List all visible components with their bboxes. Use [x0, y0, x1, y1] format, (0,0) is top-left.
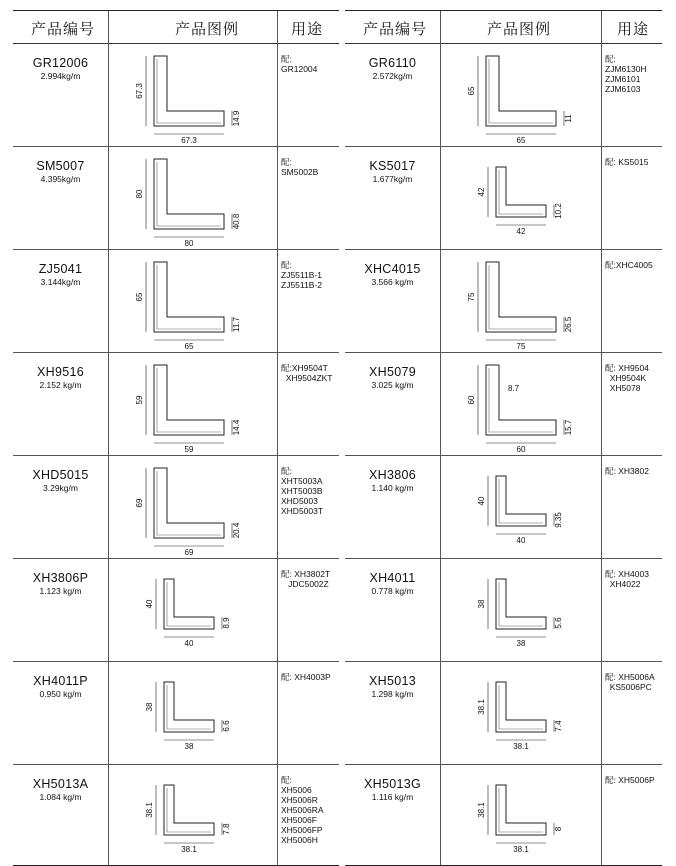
dimension-right-label: 7.8	[222, 823, 231, 835]
product-weight: 1.116 kg/m	[371, 792, 414, 802]
product-code: XH5013	[369, 674, 416, 688]
table-header	[13, 11, 339, 44]
dimension-width-label: 42	[516, 227, 526, 236]
dimension-right-label: 11.7	[232, 317, 241, 332]
dimension-height-label: 38	[145, 702, 154, 712]
dimension-right-label: 7.4	[554, 720, 563, 732]
product-weight: 1.677kg/m	[372, 174, 413, 184]
dimension-middle-label: 8.7	[508, 384, 520, 393]
product-usage: 配: XH3802T JDC5002Z	[281, 569, 331, 589]
dimension-height-label: 38.1	[145, 802, 154, 818]
product-usage: 配: XH4003P	[281, 672, 331, 682]
dimension-right-label: 10.2	[554, 203, 563, 219]
product-code: XH4011	[369, 571, 416, 585]
profile-outline	[154, 159, 224, 229]
table-row	[13, 559, 339, 662]
profile-diagram	[441, 353, 601, 453]
table-row	[345, 662, 662, 765]
dimension-width-label: 59	[184, 445, 194, 453]
product-weight: 4.395kg/m	[40, 174, 81, 184]
dimension-right-label: 26.5	[564, 316, 573, 333]
profile-outline	[154, 365, 224, 435]
header-diagram: 产品图例	[487, 21, 552, 38]
product-usage: 配: ZJM6130H ZJM6101 ZJM6103	[605, 54, 647, 94]
dimension-height-label: 65	[467, 86, 476, 96]
product-weight: 3.144kg/m	[40, 277, 81, 287]
profile-outline	[154, 262, 224, 332]
product-usage: 配: XH5006P	[605, 775, 655, 785]
product-code: GR12006	[32, 56, 89, 70]
product-weight: 3.566 kg/m	[371, 277, 414, 287]
dimension-width-label: 69	[184, 548, 194, 556]
product-code: GR6110	[368, 56, 417, 70]
product-weight: 1.140 kg/m	[371, 483, 414, 493]
table-row	[345, 559, 662, 662]
dimension-height-label: 38	[477, 599, 486, 609]
product-usage: 配: XHT5003A XHT5003B XHD5003 XHD5003T	[281, 466, 324, 516]
product-usage: 配: XH4003 XH4022	[605, 569, 649, 589]
profile-diagram	[109, 765, 277, 865]
product-usage: 配: SM5002B	[281, 157, 319, 177]
product-weight: 3.29kg/m	[43, 483, 78, 493]
dimension-right-label: 20.4	[232, 522, 241, 539]
dimension-height-label: 60	[467, 395, 476, 405]
product-usage: 配: XH5006 XH5006R XH5006RA XH5006F XH5006FP XH5006H	[281, 775, 324, 845]
dimension-width-label: 38.1	[181, 845, 197, 854]
profile-outline	[154, 56, 224, 126]
profile-diagram	[109, 147, 277, 247]
profile-diagram	[109, 353, 277, 453]
product-usage: 配: ZJ5511B-1 ZJ5511B-2	[281, 260, 322, 290]
profile-diagram	[441, 765, 601, 865]
product-usage: 配: XH9504 XH9504K XH5078	[605, 363, 649, 393]
table-row	[345, 456, 662, 559]
profile-diagram	[441, 456, 601, 556]
dimension-width-label: 38	[516, 639, 526, 648]
table-header	[345, 11, 662, 44]
dimension-right-label: 11	[564, 114, 573, 123]
header-code: 产品编号	[31, 21, 96, 38]
dimension-right-label: 8	[554, 826, 563, 832]
dimension-height-label: 38.1	[477, 802, 486, 818]
dimension-right-label: 5.6	[554, 617, 563, 629]
product-usage: 配: XH5006A KS5006PC	[605, 672, 655, 692]
profile-outline	[154, 468, 224, 538]
profile-diagram	[109, 559, 277, 659]
profile-diagram	[441, 147, 601, 247]
dimension-width-label: 38.1	[513, 742, 529, 751]
dimension-width-label: 65	[184, 342, 194, 350]
table-row	[13, 250, 339, 353]
profile-diagram	[441, 250, 601, 350]
header-code: 产品编号	[363, 21, 428, 38]
product-code: XHD5015	[32, 468, 89, 482]
profile-outline	[486, 365, 556, 435]
table-row	[13, 44, 339, 147]
dimension-height-label: 40	[477, 496, 486, 506]
dimension-width-label: 60	[516, 445, 526, 453]
table-row	[345, 765, 662, 865]
dimension-width-label: 40	[516, 536, 526, 545]
profile-diagram	[441, 44, 601, 144]
profile-outline	[496, 579, 546, 629]
product-code: SM5007	[36, 159, 85, 173]
dimension-height-label: 42	[477, 187, 486, 197]
profile-outline	[496, 476, 546, 526]
dimension-right-label: 8.9	[222, 617, 231, 629]
profile-outline	[486, 262, 556, 332]
dimension-height-label: 40	[145, 599, 154, 609]
product-code: XH3806	[369, 468, 416, 482]
table-row	[13, 147, 339, 250]
table-row	[13, 353, 339, 456]
product-code: XH3806P	[32, 571, 89, 585]
table-row	[345, 353, 662, 456]
profile-diagram	[109, 456, 277, 556]
profile-diagram	[109, 250, 277, 350]
dimension-right-label: 40.8	[232, 213, 241, 230]
dimension-height-label: 65	[135, 292, 144, 302]
product-weight: 2.152 kg/m	[39, 380, 82, 390]
product-code: XH4011P	[33, 674, 88, 688]
product-weight: 1.084 kg/m	[39, 792, 82, 802]
profile-diagram	[109, 44, 277, 144]
dimension-height-label: 75	[467, 292, 476, 302]
table-row	[13, 765, 339, 865]
product-usage: 配:XH9504T XH9504ZKT	[281, 363, 333, 383]
table-row	[345, 44, 662, 147]
dimension-width-label: 40	[184, 639, 194, 648]
dimension-width-label: 75	[516, 342, 526, 350]
product-usage: 配: KS5015	[605, 157, 649, 167]
product-weight: 3.025 kg/m	[371, 380, 414, 390]
profile-diagram	[441, 559, 601, 659]
product-code: XHC4015	[364, 262, 421, 276]
header-diagram: 产品图例	[175, 21, 240, 38]
product-code: XH5013G	[364, 777, 421, 791]
header-usage: 用途	[291, 21, 324, 38]
dimension-height-label: 59	[135, 395, 144, 405]
dimension-right-label: 6.6	[222, 720, 231, 732]
dimension-height-label: 38.1	[477, 699, 486, 715]
profile-diagram	[109, 662, 277, 762]
product-code: XH5079	[369, 365, 416, 379]
profile-outline	[164, 785, 214, 835]
product-usage: 配: XH3802	[605, 466, 649, 476]
profile-outline	[496, 785, 546, 835]
table-row	[13, 456, 339, 559]
header-usage: 用途	[617, 21, 650, 38]
profile-outline	[496, 682, 546, 732]
left-table	[13, 10, 339, 866]
product-weight: 2.994kg/m	[40, 71, 81, 81]
dimension-height-label: 69	[135, 498, 144, 508]
product-code: XH5013A	[32, 777, 89, 791]
table-row	[345, 147, 662, 250]
dimension-width-label: 67.3	[181, 136, 197, 144]
product-weight: 0.778 kg/m	[371, 586, 414, 596]
dimension-right-label: 15.7	[564, 419, 573, 436]
product-weight: 2.572kg/m	[372, 71, 413, 81]
dimension-width-label: 38.1	[513, 845, 529, 854]
dimension-right-label: 14.4	[232, 419, 241, 436]
profile-diagram	[441, 662, 601, 762]
table-row	[13, 662, 339, 765]
dimension-height-label: 80	[135, 189, 144, 199]
profile-outline	[496, 167, 546, 217]
product-code: KS5017	[369, 159, 416, 173]
dimension-right-label: 9.35	[554, 512, 563, 528]
profile-outline	[164, 579, 214, 629]
profile-outline	[486, 56, 556, 126]
profile-outline	[164, 682, 214, 732]
product-weight: 0.950 kg/m	[39, 689, 82, 699]
product-weight: 1.123 kg/m	[39, 586, 82, 596]
dimension-height-label: 67.3	[135, 83, 144, 99]
product-code: ZJ5041	[38, 262, 83, 276]
dimension-width-label: 80	[184, 239, 194, 247]
product-weight: 1.298 kg/m	[371, 689, 414, 699]
product-code: XH9516	[37, 365, 84, 379]
right-table	[345, 10, 662, 866]
dimension-width-label: 38	[184, 742, 194, 751]
product-usage: 配: GR12004	[281, 54, 318, 74]
dimension-width-label: 65	[516, 136, 526, 144]
product-usage: 配:XHC4005	[605, 260, 653, 270]
dimension-right-label: 14.9	[232, 110, 241, 127]
table-row	[345, 250, 662, 353]
